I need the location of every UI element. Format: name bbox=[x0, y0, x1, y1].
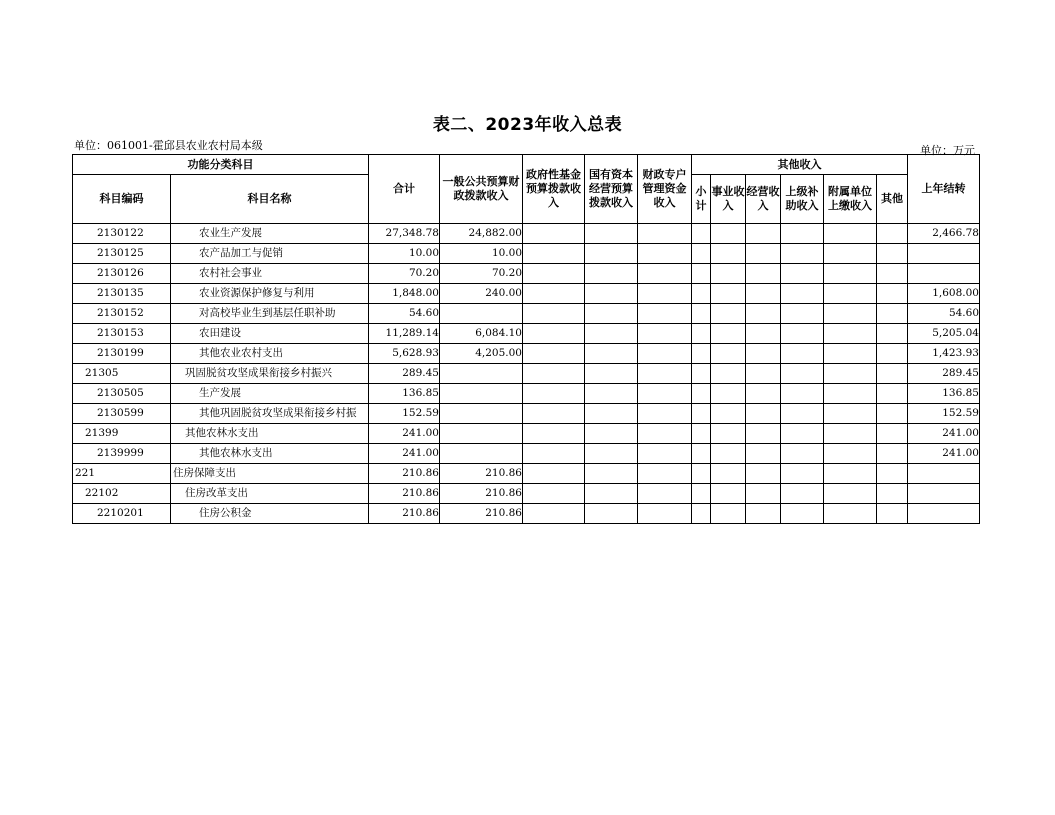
cell-total: 210.86 bbox=[369, 504, 440, 524]
cell-general-budget: 70.20 bbox=[440, 264, 523, 284]
cell-carryover: 289.45 bbox=[908, 364, 980, 384]
cell-total: 241.00 bbox=[369, 444, 440, 464]
table-row bbox=[73, 244, 980, 264]
cell-superior-subsidy bbox=[781, 364, 824, 384]
cell-total: 70.20 bbox=[369, 264, 440, 284]
cell-special-account bbox=[638, 484, 692, 504]
cell-special-account bbox=[638, 264, 692, 284]
cell-total: 27,348.78 bbox=[369, 224, 440, 244]
table-row bbox=[73, 444, 980, 464]
cell-total: 210.86 bbox=[369, 464, 440, 484]
cell-name: 住房公积金 bbox=[171, 504, 369, 524]
cell-affiliated-income bbox=[824, 304, 877, 324]
cell-superior-subsidy bbox=[781, 224, 824, 244]
cell-total: 210.86 bbox=[369, 484, 440, 504]
cell-gov-fund bbox=[523, 384, 585, 404]
cell-code: 2130153 bbox=[73, 324, 171, 344]
cell-name: 其他农林水支出 bbox=[171, 424, 369, 444]
cell-others bbox=[877, 504, 908, 524]
cell-superior-subsidy bbox=[781, 344, 824, 364]
header-name: 科目名称 bbox=[171, 175, 369, 224]
cell-code: 21399 bbox=[73, 424, 171, 444]
cell-carryover: 1,608.00 bbox=[908, 284, 980, 304]
cell-affiliated-income bbox=[824, 464, 877, 484]
cell-name: 其他巩固脱贫攻坚成果衔接乡村振 bbox=[171, 404, 369, 424]
table-row bbox=[73, 484, 980, 504]
cell-gov-fund bbox=[523, 444, 585, 464]
cell-superior-subsidy bbox=[781, 384, 824, 404]
cell-gov-fund bbox=[523, 504, 585, 524]
cell-others bbox=[877, 324, 908, 344]
cell-general-budget bbox=[440, 424, 523, 444]
cell-general-budget: 210.86 bbox=[440, 484, 523, 504]
cell-business-income bbox=[711, 504, 746, 524]
cell-operating-income bbox=[746, 364, 781, 384]
cell-superior-subsidy bbox=[781, 504, 824, 524]
cell-code: 2139999 bbox=[73, 444, 171, 464]
cell-business-income bbox=[711, 324, 746, 344]
cell-others bbox=[877, 224, 908, 244]
cell-name: 住房保障支出 bbox=[171, 464, 369, 484]
header-others: 其他 bbox=[877, 175, 908, 224]
cell-carryover bbox=[908, 504, 980, 524]
cell-name: 其他农林水支出 bbox=[171, 444, 369, 464]
cell-total: 11,289.14 bbox=[369, 324, 440, 344]
cell-gov-fund bbox=[523, 224, 585, 244]
cell-others bbox=[877, 424, 908, 444]
cell-name: 农村社会事业 bbox=[171, 264, 369, 284]
cell-special-account bbox=[638, 424, 692, 444]
cell-subtotal bbox=[692, 444, 711, 464]
cell-special-account bbox=[638, 244, 692, 264]
cell-gov-fund bbox=[523, 244, 585, 264]
cell-operating-income bbox=[746, 324, 781, 344]
cell-general-budget: 210.86 bbox=[440, 464, 523, 484]
cell-gov-fund bbox=[523, 284, 585, 304]
cell-business-income bbox=[711, 384, 746, 404]
cell-name: 农业生产发展 bbox=[171, 224, 369, 244]
cell-name: 对高校毕业生到基层任职补助 bbox=[171, 304, 369, 324]
cell-others bbox=[877, 304, 908, 324]
cell-business-income bbox=[711, 484, 746, 504]
cell-business-income bbox=[711, 264, 746, 284]
table-row bbox=[73, 224, 980, 244]
cell-state-capital bbox=[585, 264, 638, 284]
cell-subtotal bbox=[692, 504, 711, 524]
cell-total: 136.85 bbox=[369, 384, 440, 404]
cell-subtotal bbox=[692, 224, 711, 244]
cell-operating-income bbox=[746, 484, 781, 504]
cell-subtotal bbox=[692, 464, 711, 484]
cell-special-account bbox=[638, 404, 692, 424]
cell-general-budget: 10.00 bbox=[440, 244, 523, 264]
cell-state-capital bbox=[585, 224, 638, 244]
cell-affiliated-income bbox=[824, 384, 877, 404]
cell-affiliated-income bbox=[824, 484, 877, 504]
cell-others bbox=[877, 284, 908, 304]
cell-state-capital bbox=[585, 244, 638, 264]
header-general-budget: 一般公共预算财政拨款收入 bbox=[440, 155, 523, 224]
header-special-account: 财政专户管理资金收入 bbox=[638, 155, 692, 224]
cell-subtotal bbox=[692, 304, 711, 324]
cell-subtotal bbox=[692, 384, 711, 404]
cell-affiliated-income bbox=[824, 504, 877, 524]
header-total: 合计 bbox=[369, 155, 440, 224]
cell-special-account bbox=[638, 504, 692, 524]
cell-general-budget bbox=[440, 364, 523, 384]
page-title: 表二、2023年收入总表 bbox=[432, 115, 623, 135]
cell-state-capital bbox=[585, 384, 638, 404]
cell-others bbox=[877, 444, 908, 464]
cell-affiliated-income bbox=[824, 444, 877, 464]
cell-operating-income bbox=[746, 224, 781, 244]
cell-carryover: 5,205.04 bbox=[908, 324, 980, 344]
cell-superior-subsidy bbox=[781, 424, 824, 444]
cell-total: 241.00 bbox=[369, 424, 440, 444]
header-state-capital: 国有资本经营预算拨款收入 bbox=[585, 155, 638, 224]
cell-total: 1,848.00 bbox=[369, 284, 440, 304]
cell-others bbox=[877, 464, 908, 484]
cell-business-income bbox=[711, 424, 746, 444]
cell-affiliated-income bbox=[824, 264, 877, 284]
cell-name: 住房改革支出 bbox=[171, 484, 369, 504]
cell-subtotal bbox=[692, 324, 711, 344]
cell-state-capital bbox=[585, 464, 638, 484]
cell-code: 21305 bbox=[73, 364, 171, 384]
unit-label-left: 单位：061001-霍邱县农业农村局本级 bbox=[74, 139, 263, 152]
cell-superior-subsidy bbox=[781, 244, 824, 264]
cell-special-account bbox=[638, 284, 692, 304]
cell-state-capital bbox=[585, 484, 638, 504]
cell-state-capital bbox=[585, 324, 638, 344]
cell-subtotal bbox=[692, 244, 711, 264]
cell-carryover bbox=[908, 264, 980, 284]
cell-others bbox=[877, 484, 908, 504]
cell-gov-fund bbox=[523, 464, 585, 484]
cell-others bbox=[877, 404, 908, 424]
cell-gov-fund bbox=[523, 484, 585, 504]
cell-gov-fund bbox=[523, 344, 585, 364]
cell-special-account bbox=[638, 324, 692, 344]
cell-state-capital bbox=[585, 364, 638, 384]
cell-operating-income bbox=[746, 424, 781, 444]
cell-gov-fund bbox=[523, 324, 585, 344]
cell-carryover: 1,423.93 bbox=[908, 344, 980, 364]
table-row bbox=[73, 284, 980, 304]
cell-operating-income bbox=[746, 504, 781, 524]
cell-business-income bbox=[711, 224, 746, 244]
cell-general-budget bbox=[440, 304, 523, 324]
table-row bbox=[73, 404, 980, 424]
cell-carryover bbox=[908, 484, 980, 504]
cell-total: 289.45 bbox=[369, 364, 440, 384]
cell-code: 2130199 bbox=[73, 344, 171, 364]
cell-superior-subsidy bbox=[781, 444, 824, 464]
header-gov-fund: 政府性基金预算拨款收入 bbox=[523, 155, 585, 224]
cell-business-income bbox=[711, 304, 746, 324]
cell-subtotal bbox=[692, 264, 711, 284]
cell-code: 2130125 bbox=[73, 244, 171, 264]
cell-code: 2130505 bbox=[73, 384, 171, 404]
table-row bbox=[73, 324, 980, 344]
cell-gov-fund bbox=[523, 304, 585, 324]
cell-name: 其他农业农村支出 bbox=[171, 344, 369, 364]
table-row bbox=[73, 264, 980, 284]
cell-affiliated-income bbox=[824, 344, 877, 364]
cell-name: 农田建设 bbox=[171, 324, 369, 344]
cell-general-budget: 24,882.00 bbox=[440, 224, 523, 244]
cell-subtotal bbox=[692, 344, 711, 364]
cell-special-account bbox=[638, 364, 692, 384]
cell-general-budget bbox=[440, 384, 523, 404]
cell-code: 2130126 bbox=[73, 264, 171, 284]
cell-code: 2210201 bbox=[73, 504, 171, 524]
cell-general-budget: 240.00 bbox=[440, 284, 523, 304]
cell-business-income bbox=[711, 244, 746, 264]
cell-superior-subsidy bbox=[781, 304, 824, 324]
cell-operating-income bbox=[746, 284, 781, 304]
cell-superior-subsidy bbox=[781, 284, 824, 304]
cell-affiliated-income bbox=[824, 244, 877, 264]
cell-special-account bbox=[638, 344, 692, 364]
cell-operating-income bbox=[746, 304, 781, 324]
cell-operating-income bbox=[746, 444, 781, 464]
cell-others bbox=[877, 244, 908, 264]
cell-carryover bbox=[908, 464, 980, 484]
cell-total: 152.59 bbox=[369, 404, 440, 424]
table-row bbox=[73, 464, 980, 484]
header-affiliated-income: 附属单位上缴收入 bbox=[824, 175, 877, 224]
cell-business-income bbox=[711, 464, 746, 484]
cell-affiliated-income bbox=[824, 404, 877, 424]
header-superior-subsidy: 上级补助收入 bbox=[781, 175, 824, 224]
cell-special-account bbox=[638, 444, 692, 464]
cell-superior-subsidy bbox=[781, 324, 824, 344]
cell-business-income bbox=[711, 344, 746, 364]
cell-carryover: 136.85 bbox=[908, 384, 980, 404]
cell-name: 巩固脱贫攻坚成果衔接乡村振兴 bbox=[171, 364, 369, 384]
cell-code: 22102 bbox=[73, 484, 171, 504]
cell-general-budget bbox=[440, 444, 523, 464]
cell-total: 54.60 bbox=[369, 304, 440, 324]
table-row bbox=[73, 304, 980, 324]
cell-code: 221 bbox=[73, 464, 171, 484]
cell-affiliated-income bbox=[824, 364, 877, 384]
cell-subtotal bbox=[692, 364, 711, 384]
cell-general-budget: 6,084.10 bbox=[440, 324, 523, 344]
cell-carryover: 2,466.78 bbox=[908, 224, 980, 244]
header-subtotal: 小计 bbox=[692, 175, 711, 224]
cell-others bbox=[877, 364, 908, 384]
cell-special-account bbox=[638, 224, 692, 244]
cell-affiliated-income bbox=[824, 284, 877, 304]
cell-affiliated-income bbox=[824, 324, 877, 344]
cell-others bbox=[877, 384, 908, 404]
cell-code: 2130152 bbox=[73, 304, 171, 324]
table-row bbox=[73, 424, 980, 444]
cell-business-income bbox=[711, 284, 746, 304]
cell-subtotal bbox=[692, 484, 711, 504]
cell-operating-income bbox=[746, 244, 781, 264]
cell-carryover: 152.59 bbox=[908, 404, 980, 424]
cell-subtotal bbox=[692, 424, 711, 444]
cell-code: 2130599 bbox=[73, 404, 171, 424]
cell-business-income bbox=[711, 404, 746, 424]
cell-special-account bbox=[638, 464, 692, 484]
header-carryover: 上年结转 bbox=[908, 155, 980, 224]
cell-operating-income bbox=[746, 264, 781, 284]
cell-carryover: 241.00 bbox=[908, 444, 980, 464]
cell-affiliated-income bbox=[824, 424, 877, 444]
cell-affiliated-income bbox=[824, 224, 877, 244]
cell-carryover: 241.00 bbox=[908, 424, 980, 444]
cell-business-income bbox=[711, 364, 746, 384]
cell-name: 生产发展 bbox=[171, 384, 369, 404]
cell-total: 5,628.93 bbox=[369, 344, 440, 364]
header-function-group: 功能分类科目 bbox=[73, 155, 369, 175]
cell-superior-subsidy bbox=[781, 404, 824, 424]
cell-superior-subsidy bbox=[781, 464, 824, 484]
cell-state-capital bbox=[585, 424, 638, 444]
header-business-income: 事业收入 bbox=[711, 175, 746, 224]
table-row bbox=[73, 384, 980, 404]
header-code: 科目编码 bbox=[73, 175, 171, 224]
header-operating-income: 经营收入 bbox=[746, 175, 781, 224]
cell-gov-fund bbox=[523, 404, 585, 424]
cell-special-account bbox=[638, 304, 692, 324]
cell-total: 10.00 bbox=[369, 244, 440, 264]
cell-superior-subsidy bbox=[781, 484, 824, 504]
cell-name: 农业资源保护修复与利用 bbox=[171, 284, 369, 304]
cell-general-budget: 210.86 bbox=[440, 504, 523, 524]
cell-code: 2130135 bbox=[73, 284, 171, 304]
cell-state-capital bbox=[585, 444, 638, 464]
table-row bbox=[73, 344, 980, 364]
cell-business-income bbox=[711, 444, 746, 464]
table-row bbox=[73, 504, 980, 524]
unit-label-right: 单位：万元 bbox=[920, 144, 975, 157]
cell-gov-fund bbox=[523, 364, 585, 384]
cell-state-capital bbox=[585, 344, 638, 364]
cell-state-capital bbox=[585, 404, 638, 424]
cell-subtotal bbox=[692, 404, 711, 424]
income-summary-table bbox=[72, 154, 980, 524]
cell-special-account bbox=[638, 384, 692, 404]
cell-carryover: 54.60 bbox=[908, 304, 980, 324]
cell-gov-fund bbox=[523, 424, 585, 444]
table-row bbox=[73, 364, 980, 384]
cell-general-budget: 4,205.00 bbox=[440, 344, 523, 364]
cell-code: 2130122 bbox=[73, 224, 171, 244]
cell-operating-income bbox=[746, 404, 781, 424]
cell-carryover bbox=[908, 244, 980, 264]
cell-general-budget bbox=[440, 404, 523, 424]
cell-superior-subsidy bbox=[781, 264, 824, 284]
cell-others bbox=[877, 264, 908, 284]
cell-gov-fund bbox=[523, 264, 585, 284]
cell-operating-income bbox=[746, 384, 781, 404]
cell-state-capital bbox=[585, 504, 638, 524]
cell-others bbox=[877, 344, 908, 364]
header-other-income-group: 其他收入 bbox=[692, 155, 908, 175]
cell-name: 农产品加工与促销 bbox=[171, 244, 369, 264]
cell-operating-income bbox=[746, 344, 781, 364]
cell-state-capital bbox=[585, 304, 638, 324]
cell-operating-income bbox=[746, 464, 781, 484]
cell-state-capital bbox=[585, 284, 638, 304]
cell-subtotal bbox=[692, 284, 711, 304]
